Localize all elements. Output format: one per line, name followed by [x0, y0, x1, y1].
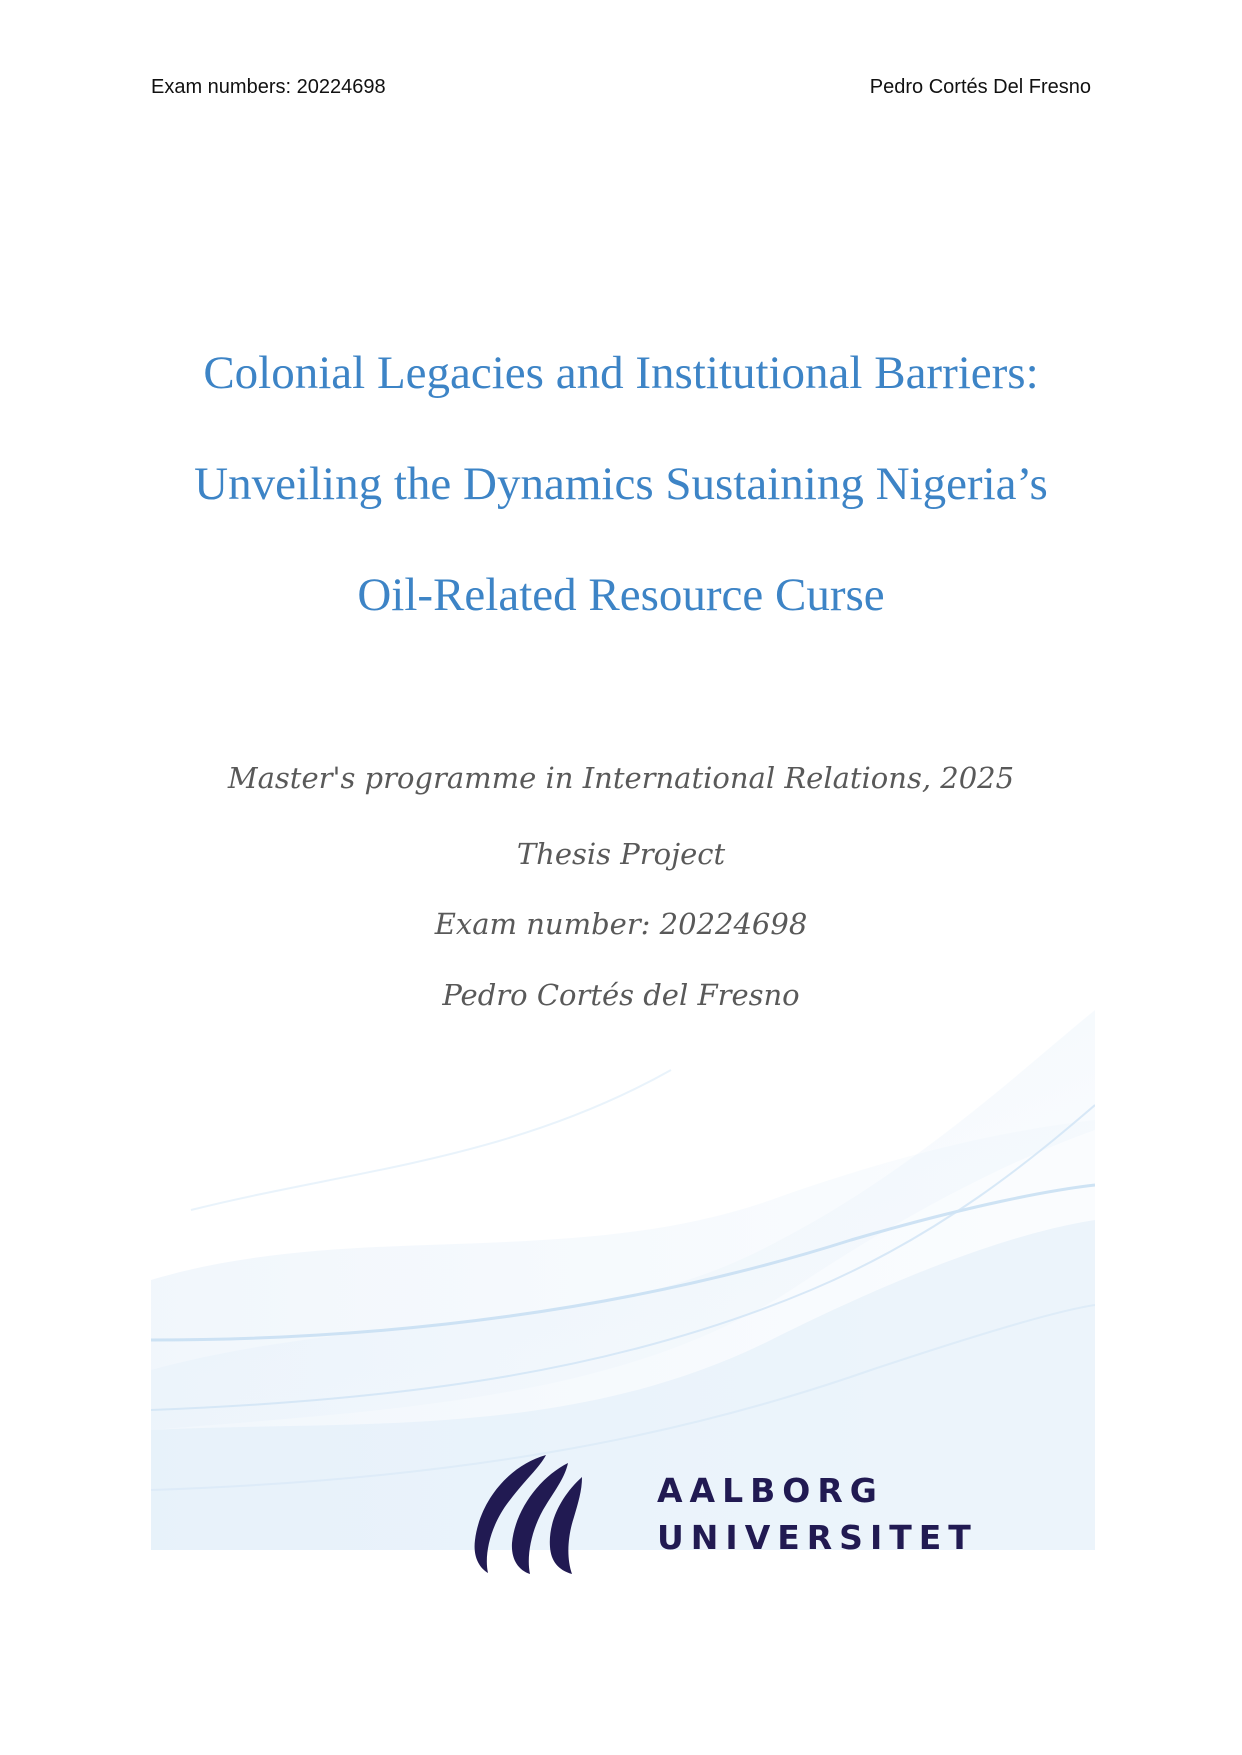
header-exam-numbers: Exam numbers: 20224698 — [151, 76, 386, 98]
title-line-3: Oil-Related Resource Curse — [357, 569, 885, 621]
logo-text-aalborg: AALBORG — [657, 1471, 884, 1510]
title-line-1: Colonial Legacies and Institutional Barriers: — [203, 347, 1039, 399]
author-line: Pedro Cortés del Fresno — [442, 978, 800, 1012]
aalborg-university-logo-icon — [470, 1455, 585, 1575]
title-line-2: Unveiling the Dynamics Sustaining Nigeria’s — [194, 458, 1048, 510]
logo-text-universitet: UNIVERSITET — [657, 1518, 978, 1557]
exam-number-line: Exam number: 20224698 — [434, 907, 808, 941]
project-type-line: Thesis Project — [516, 837, 726, 871]
programme-line: Master's programme in International Relations, 2025 — [227, 761, 1015, 795]
decorative-waves-background — [151, 1010, 1095, 1550]
header-author-name: Pedro Cortés Del Fresno — [869, 76, 1091, 98]
